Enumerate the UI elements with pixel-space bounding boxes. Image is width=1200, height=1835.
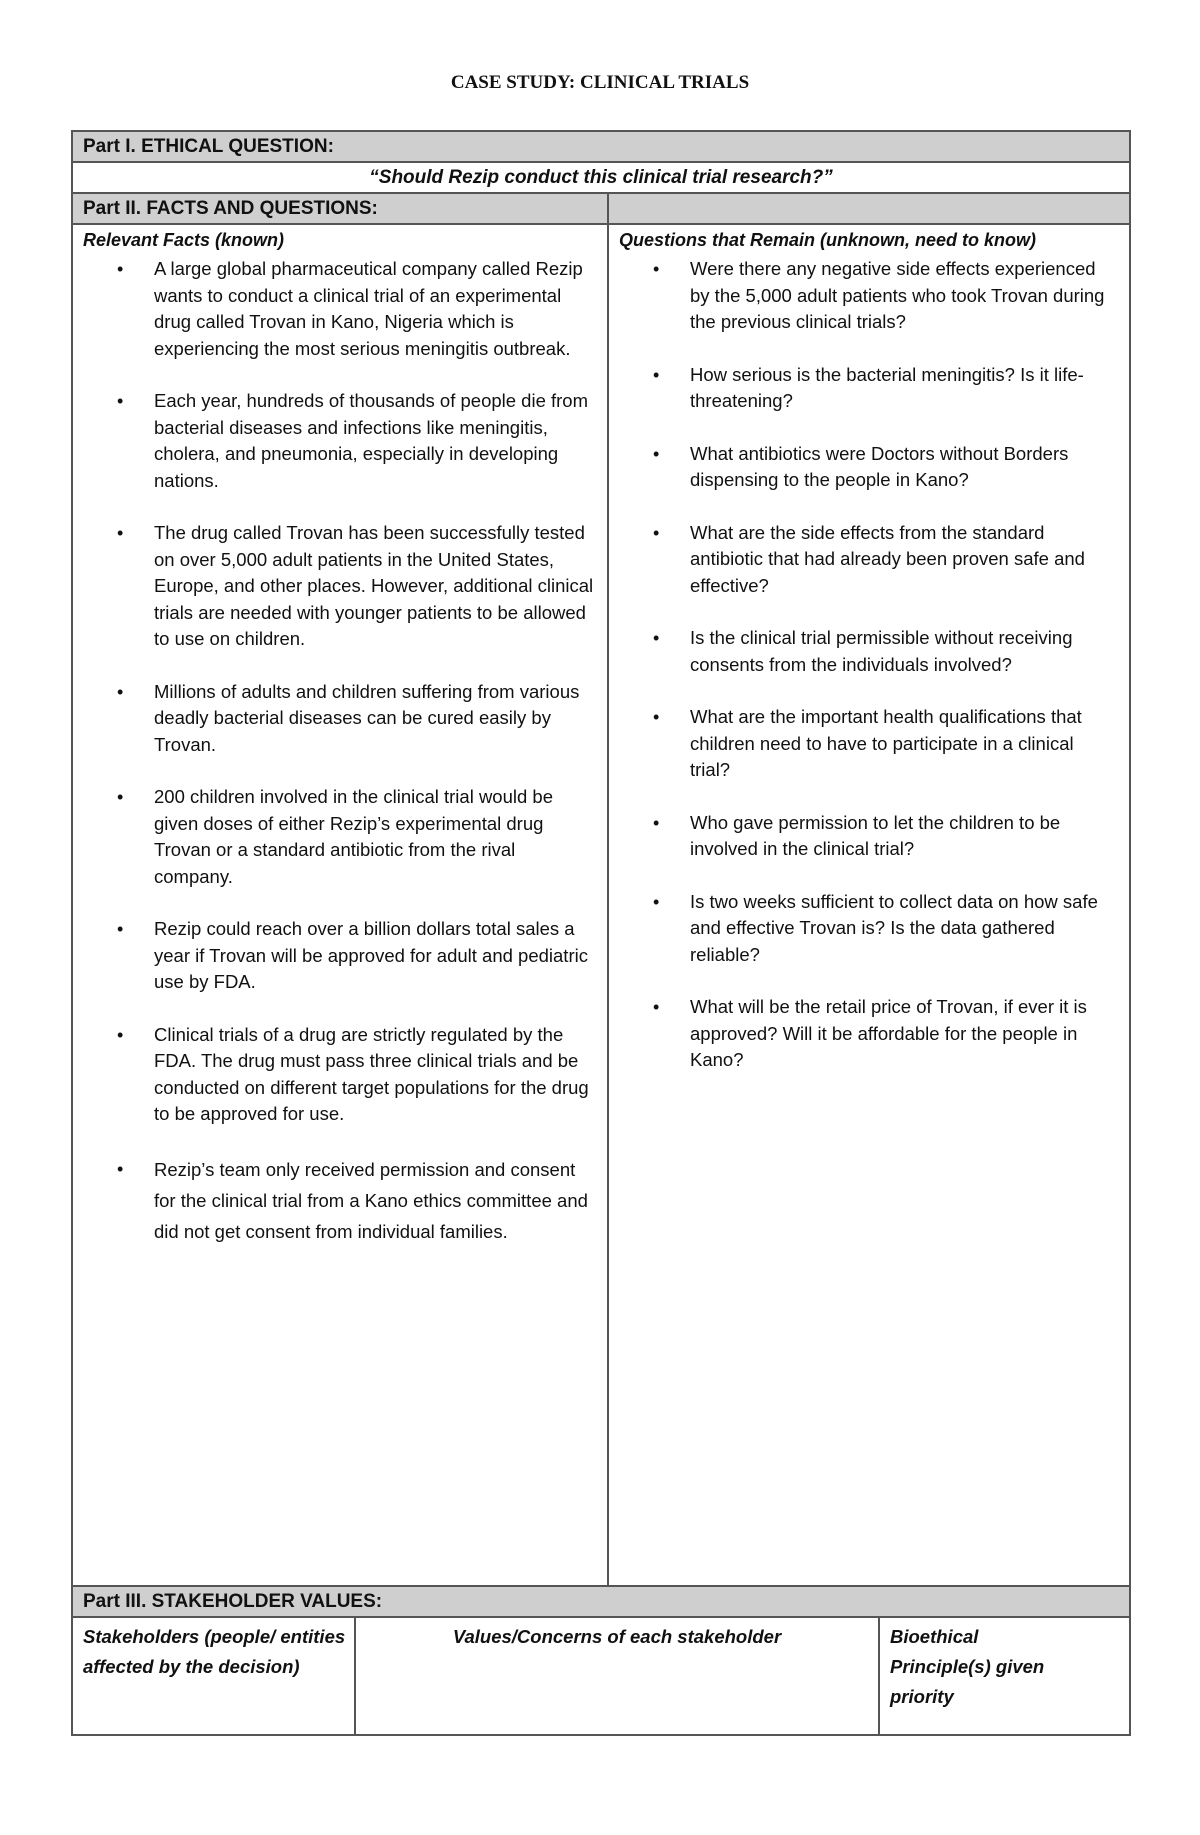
- remaining-questions-cell: [608, 224, 1130, 1586]
- values-column-header: Values/Concerns of each stakeholder: [356, 1618, 880, 1734]
- list-item: • A large global pharmaceutical company called Rezip wants to conduct a clinical trial of an experimental drug called Trovan in Kano, Nigeria which is experiencing the most serious meningitis outbreak.: [73, 256, 607, 362]
- list-item: • Is two weeks sufficient to collect data on how safe and effective Trovan is? Is the data gathered reliable?: [609, 889, 1129, 969]
- relevant-facts-cell: [72, 224, 608, 1586]
- list-item: • Each year, hundreds of thousands of people die from bacterial diseases and infections like meningitis, cholera, and pneumonia, especially in developing nations.: [73, 388, 607, 494]
- questions-heading: Questions that Remain (unknown, need to know): [619, 230, 1037, 250]
- list-item: • What are the side effects from the standard antibiotic that had already been proven safe and effective?: [609, 520, 1129, 600]
- part3-header: Part III. STAKEHOLDER VALUES:: [72, 1586, 1130, 1617]
- list-item: • What are the important health qualifications that children need to have to participate in a clinical trial?: [609, 704, 1129, 784]
- list-item: • Rezip could reach over a billion dollars total sales a year if Trovan will be approved for adult and pediatric use by FDA.: [73, 916, 607, 996]
- list-item: • Were there any negative side effects experienced by the 5,000 adult patients who took Trovan during the previous clinical trials?: [609, 256, 1129, 336]
- values-and-principles-group: [355, 1617, 1130, 1735]
- list-item: • What antibiotics were Doctors without Borders dispensing to the people in Kano?: [609, 441, 1129, 494]
- case-study-table: [71, 130, 1131, 1736]
- document-title: CASE STUDY: CLINICAL TRIALS: [450, 72, 750, 93]
- questions-list: [609, 256, 1129, 1074]
- list-item: • What will be the retail price of Trovan, if ever it is approved? Will it be affordable for the people in Kano?: [609, 994, 1129, 1074]
- bioethical-principles-column-header: Bioethical Principle(s) given priority: [890, 1626, 1045, 1707]
- list-item: • The drug called Trovan has been successfully tested on over 5,000 adult patients in the United States, Europe, and other places. However, additional clinical trials are needed with younger patients to be allowed to use on children.: [73, 520, 607, 653]
- list-item: • 200 children involved in the clinical trial would be given doses of either Rezip’s experimental drug Trovan or a standard antibiotic from the rival company.: [73, 784, 607, 890]
- part1-header: Part I. ETHICAL QUESTION:: [72, 131, 1130, 162]
- list-item: • Clinical trials of a drug are strictly regulated by the FDA. The drug must pass three clinical trials and be conducted on different target populations for the drug to be approved for use.: [73, 1022, 607, 1128]
- list-item: • Is the clinical trial permissible without receiving consents from the individuals involved?: [609, 625, 1129, 678]
- list-item: • Rezip’s team only received permission and consent for the clinical trial from a Kano ethics committee and did not get consent from individual families.: [73, 1154, 607, 1247]
- part2-header-blank: [608, 193, 1130, 224]
- facts-heading: Relevant Facts (known): [83, 230, 285, 250]
- list-item: • How serious is the bacterial meningitis? Is it life-threatening?: [609, 362, 1129, 415]
- list-item: • Millions of adults and children suffering from various deadly bacterial diseases can be cured easily by Trovan.: [73, 679, 607, 759]
- facts-list: [73, 256, 607, 1247]
- stakeholders-column-header: Stakeholders (people/ entities affected by the decision): [72, 1617, 355, 1735]
- part2-header: Part II. FACTS AND QUESTIONS:: [72, 193, 608, 224]
- list-item: • Who gave permission to let the children to be involved in the clinical trial?: [609, 810, 1129, 863]
- ethical-question: “Should Rezip conduct this clinical trial research?”: [72, 162, 1130, 193]
